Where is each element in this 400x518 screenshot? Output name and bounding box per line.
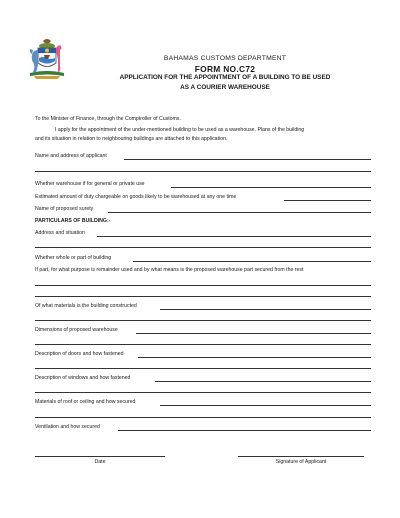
intro-paragraph-line1: I apply for the appointment of the under-mentioned building to be used as a warehouse. Plans of the building (55, 127, 305, 133)
label-materials: Of what materials is the building constructed (35, 303, 137, 309)
label-name-address: Name and address of applicant (35, 153, 107, 159)
field-roof[interactable] (160, 405, 371, 406)
date-label: Date (94, 459, 106, 465)
particulars-heading: PARTICULARS OF BUILDING:- (35, 218, 111, 224)
field-materials[interactable] (160, 309, 371, 310)
signature-label: Signature of Applicant (275, 459, 327, 465)
field-windows-line2[interactable] (35, 392, 371, 393)
label-if-part: If part, for what purpose is remainder used and by what means is the proposed warehouse part secured from the rest (35, 267, 304, 273)
field-doors[interactable] (138, 357, 371, 358)
label-address-situation: Address and situation (35, 230, 85, 236)
form-title: APPLICATION FOR THE APPOINTMENT OF A BUILDING TO BE USED (119, 74, 331, 81)
date-line[interactable] (35, 456, 165, 457)
intro-paragraph-line2: and its situation in relation to neighbouring buildings are attached to this application. (35, 136, 228, 142)
field-materials-line2[interactable] (35, 320, 371, 321)
field-ventilation[interactable] (118, 430, 371, 431)
department-name: BAHAMAS CUSTOMS DEPARTMENT (163, 55, 287, 62)
field-dimensions-line2[interactable] (35, 344, 371, 345)
form-number: FORM NO.C72 (194, 63, 256, 74)
field-surety[interactable] (108, 212, 371, 213)
label-roof: Materials of roof or ceiling and how secured (35, 399, 136, 405)
field-address-situation[interactable] (97, 236, 371, 237)
field-general-private[interactable] (171, 187, 371, 188)
label-windows: Description of windows and how fastened (35, 375, 131, 381)
field-whole-or-part[interactable] (133, 261, 371, 262)
field-duty-amount[interactable] (284, 200, 371, 201)
label-ventilation: Ventilation and how secured (35, 424, 100, 430)
label-doors: Description of doors and how fastened (35, 351, 124, 357)
field-name-address[interactable] (124, 159, 371, 160)
field-doors-line2[interactable] (35, 368, 371, 369)
addressee: To the Minister of Finance, through the Comptroller of Customs. (35, 116, 181, 122)
field-if-part-line1[interactable] (35, 285, 371, 286)
label-dimensions: Dimensions of proposed warehouse (35, 327, 118, 333)
field-name-address-line2[interactable] (35, 171, 371, 172)
signature-line[interactable] (238, 456, 364, 457)
label-general-private: Whether warehouse if for general or private use (35, 181, 145, 187)
label-duty-amount: Estimated amount of duty chargeable on goods likely to be warehoused at any one time (35, 194, 237, 200)
label-whole-or-part: Whether whole or part of building (35, 255, 112, 261)
field-address-situation-line2[interactable] (35, 247, 371, 248)
field-if-part-line2[interactable] (35, 296, 371, 297)
field-windows[interactable] (155, 381, 371, 382)
label-surety: Name of proposed surety (35, 206, 94, 212)
field-roof-line2[interactable] (35, 417, 371, 418)
coat-of-arms-icon (26, 36, 68, 80)
field-dimensions[interactable] (136, 333, 371, 334)
form-title-line2: AS A COURIER WAREHOUSE (180, 84, 270, 91)
